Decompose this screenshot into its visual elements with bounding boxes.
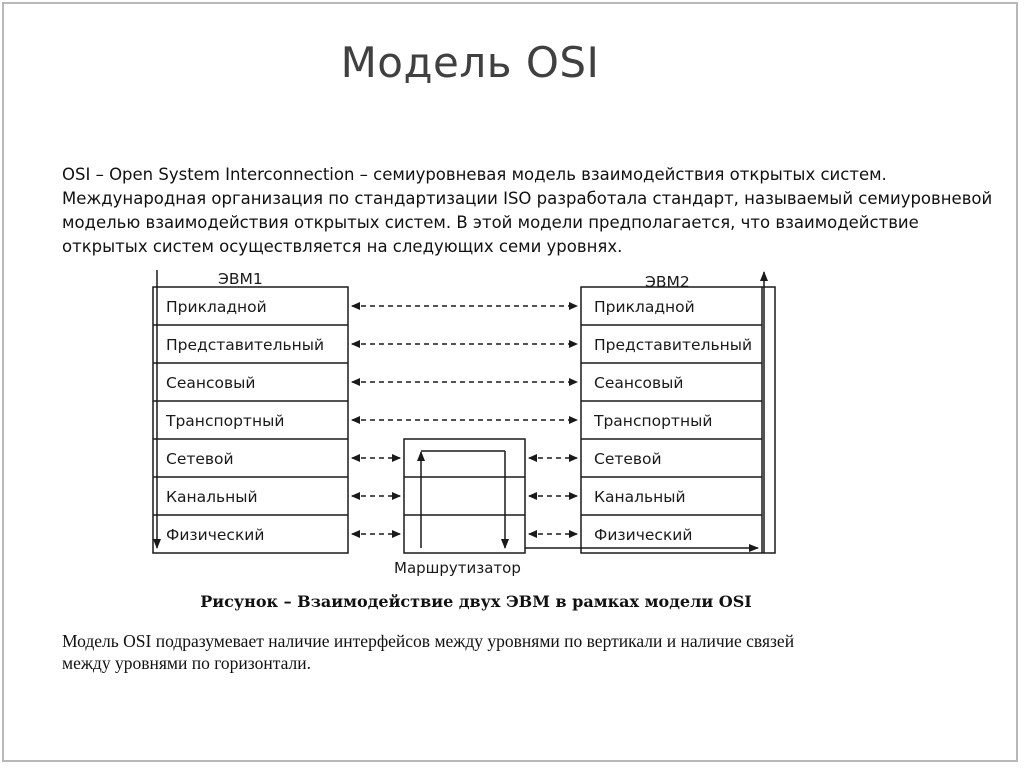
footer-paragraph (62, 630, 962, 674)
right-layer-3: Сеансовый (594, 374, 684, 392)
right-layer-5: Сетевой (594, 450, 662, 468)
left-layer-7: Физический (166, 526, 265, 544)
intro-line: моделью взаимодействия открытых систем. В этой модели предполагается, что взаимодействие (62, 213, 919, 232)
slide-title: Модель OSI (340, 38, 600, 87)
left-layer-3: Сеансовый (166, 374, 256, 392)
left-stack (153, 270, 348, 553)
right-layer-4: Транспортный (594, 412, 713, 430)
left-layer-4: Транспортный (166, 412, 285, 430)
router-label: Маршрутизатор (394, 559, 521, 577)
left-layer-1: Прикладной (166, 298, 267, 316)
figure-caption: Рисунок – Взаимодействие двух ЭВМ в рамках модели OSI (200, 592, 752, 611)
left-layer-5: Сетевой (166, 450, 234, 468)
left-layer-6: Канальный (166, 488, 258, 506)
footer-line: Модель OSI подразумевает наличие интерфейсов между уровнями по вертикали и наличие связей (62, 631, 795, 651)
router-box (394, 439, 525, 577)
left-host-label: ЭВМ1 (218, 270, 263, 288)
peer-arrows-upper (352, 306, 577, 420)
peer-arrows-lower (352, 458, 577, 534)
right-layer-6: Канальный (594, 488, 686, 506)
footer-line: между уровнями по горизонтали. (62, 653, 311, 673)
intro-line: Международная организация по стандартизации ISO разработала стандарт, называемый семиуровневой (62, 189, 993, 208)
right-stack (581, 272, 775, 553)
intro-line: открытых систем осуществляется на следующих семи уровнях. (62, 237, 623, 256)
right-host-label: ЭВМ2 (645, 273, 690, 291)
right-layer-7: Физический (594, 526, 693, 544)
left-layer-2: Представительный (166, 336, 325, 354)
intro-line: OSI – Open System Interconnection – семиуровневая модель взаимодействия открытых систем. (62, 165, 887, 184)
right-layer-1: Прикладной (594, 298, 695, 316)
right-layer-2: Представительный (594, 336, 753, 354)
